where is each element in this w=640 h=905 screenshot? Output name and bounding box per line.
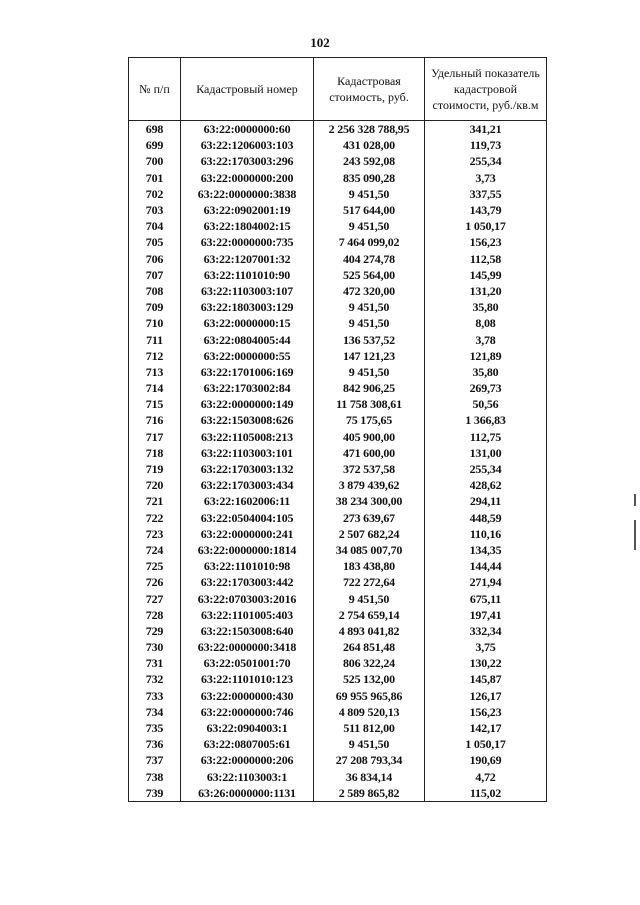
cadastral-value-table — [128, 57, 547, 802]
cell-row-num: 700 — [129, 153, 181, 169]
table-row — [129, 574, 547, 590]
cell-row-num: 736 — [129, 736, 181, 752]
cell-cadastral-value: 183 438,80 — [314, 558, 425, 574]
table-row — [129, 202, 547, 218]
cell-cadastral-number: 63:22:1703003:132 — [181, 461, 314, 477]
cell-row-num: 703 — [129, 202, 181, 218]
table-row — [129, 688, 547, 704]
cell-row-num: 704 — [129, 218, 181, 234]
table-row — [129, 283, 547, 299]
cell-specific-indicator: 255,34 — [425, 461, 547, 477]
cell-cadastral-number: 63:22:0902001:19 — [181, 202, 314, 218]
cell-cadastral-value: 471 600,00 — [314, 445, 425, 461]
cell-row-num: 699 — [129, 137, 181, 153]
cell-specific-indicator: 110,16 — [425, 526, 547, 542]
cell-cadastral-number: 63:22:1101010:123 — [181, 671, 314, 687]
table-row — [129, 267, 547, 283]
table-row — [129, 461, 547, 477]
cell-row-num: 730 — [129, 639, 181, 655]
cell-cadastral-value: 806 322,24 — [314, 655, 425, 671]
table-row — [129, 704, 547, 720]
table-row — [129, 671, 547, 687]
table-row — [129, 218, 547, 234]
cell-row-num: 725 — [129, 558, 181, 574]
cell-cadastral-value: 2 754 659,14 — [314, 607, 425, 623]
cell-row-num: 712 — [129, 348, 181, 364]
cell-cadastral-number: 63:22:0000000:15 — [181, 315, 314, 331]
cell-specific-indicator: 3,78 — [425, 331, 547, 347]
cell-cadastral-value: 525 564,00 — [314, 267, 425, 283]
cell-row-num: 713 — [129, 364, 181, 380]
cell-row-num: 739 — [129, 785, 181, 802]
cell-specific-indicator: 1 050,17 — [425, 736, 547, 752]
cell-cadastral-number: 63:22:0000000:200 — [181, 170, 314, 186]
cell-specific-indicator: 156,23 — [425, 704, 547, 720]
cell-cadastral-value: 34 085 007,70 — [314, 542, 425, 558]
cell-row-num: 731 — [129, 655, 181, 671]
table-row — [129, 299, 547, 315]
table-row — [129, 736, 547, 752]
cell-cadastral-value: 525 132,00 — [314, 671, 425, 687]
table-row — [129, 720, 547, 736]
cell-cadastral-value: 2 507 682,24 — [314, 526, 425, 542]
cell-specific-indicator: 145,87 — [425, 671, 547, 687]
cell-specific-indicator: 3,73 — [425, 170, 547, 186]
cell-cadastral-value: 4 893 041,82 — [314, 623, 425, 639]
cell-cadastral-number: 63:22:0501001:70 — [181, 655, 314, 671]
cell-cadastral-number: 63:22:0703003:2016 — [181, 590, 314, 606]
page-number: 102 — [310, 35, 330, 50]
cell-cadastral-number: 63:22:0807005:61 — [181, 736, 314, 752]
cell-specific-indicator: 126,17 — [425, 688, 547, 704]
cell-cadastral-value: 722 272,64 — [314, 574, 425, 590]
scan-edge-mark — [634, 494, 636, 506]
cell-cadastral-value: 147 121,23 — [314, 348, 425, 364]
cell-specific-indicator: 255,34 — [425, 153, 547, 169]
cell-cadastral-number: 63:22:0000000:3838 — [181, 186, 314, 202]
cell-specific-indicator: 144,44 — [425, 558, 547, 574]
cell-cadastral-number: 63:22:0000000:206 — [181, 752, 314, 768]
cell-specific-indicator: 35,80 — [425, 299, 547, 315]
cell-cadastral-number: 63:26:0000000:1131 — [181, 785, 314, 802]
table-row — [129, 186, 547, 202]
cell-row-num: 708 — [129, 283, 181, 299]
cell-cadastral-number: 63:22:0504004:105 — [181, 510, 314, 526]
cell-cadastral-number: 63:22:1703003:434 — [181, 477, 314, 493]
cell-cadastral-number: 63:22:0000000:746 — [181, 704, 314, 720]
header-cadastral-number: Кадастровый номер — [181, 58, 314, 121]
cell-cadastral-value: 243 592,08 — [314, 153, 425, 169]
table-row — [129, 623, 547, 639]
table-row — [129, 234, 547, 250]
cell-row-num: 727 — [129, 590, 181, 606]
cell-specific-indicator: 269,73 — [425, 380, 547, 396]
cell-specific-indicator: 142,17 — [425, 720, 547, 736]
cell-cadastral-value: 2 256 328 788,95 — [314, 121, 425, 138]
cell-row-num: 732 — [129, 671, 181, 687]
table-body — [129, 121, 547, 802]
cell-cadastral-number: 63:22:1703002:84 — [181, 380, 314, 396]
table-row — [129, 752, 547, 768]
cell-row-num: 738 — [129, 769, 181, 785]
cell-cadastral-value: 372 537,58 — [314, 461, 425, 477]
cell-cadastral-value: 38 234 300,00 — [314, 493, 425, 509]
cell-specific-indicator: 4,72 — [425, 769, 547, 785]
cell-specific-indicator: 3,75 — [425, 639, 547, 655]
cell-row-num: 726 — [129, 574, 181, 590]
table-row — [129, 493, 547, 509]
cell-row-num: 715 — [129, 396, 181, 412]
table-row — [129, 412, 547, 428]
cell-specific-indicator: 271,94 — [425, 574, 547, 590]
cell-specific-indicator: 112,58 — [425, 251, 547, 267]
cell-row-num: 705 — [129, 234, 181, 250]
cell-specific-indicator: 131,20 — [425, 283, 547, 299]
cell-cadastral-value: 835 090,28 — [314, 170, 425, 186]
cell-row-num: 716 — [129, 412, 181, 428]
table-row — [129, 590, 547, 606]
cell-specific-indicator: 131,00 — [425, 445, 547, 461]
cell-cadastral-value: 9 451,50 — [314, 299, 425, 315]
cell-cadastral-number: 63:22:1207001:32 — [181, 251, 314, 267]
cell-row-num: 711 — [129, 331, 181, 347]
cell-cadastral-number: 63:22:1101010:98 — [181, 558, 314, 574]
header-cadastral-value: Кадастровая стоимость, руб. — [314, 58, 425, 121]
table-row — [129, 655, 547, 671]
cell-cadastral-value: 431 028,00 — [314, 137, 425, 153]
table-row — [129, 542, 547, 558]
table-row — [129, 429, 547, 445]
cell-row-num: 723 — [129, 526, 181, 542]
cell-cadastral-number: 63:22:1503008:640 — [181, 623, 314, 639]
cell-specific-indicator: 130,22 — [425, 655, 547, 671]
cell-row-num: 724 — [129, 542, 181, 558]
cell-row-num: 709 — [129, 299, 181, 315]
table-row — [129, 526, 547, 542]
cell-row-num: 720 — [129, 477, 181, 493]
table-row — [129, 558, 547, 574]
cell-cadastral-value: 75 175,65 — [314, 412, 425, 428]
cell-cadastral-value: 517 644,00 — [314, 202, 425, 218]
cell-row-num: 706 — [129, 251, 181, 267]
cell-specific-indicator: 294,11 — [425, 493, 547, 509]
cell-cadastral-number: 63:22:1804002:15 — [181, 218, 314, 234]
cell-cadastral-number: 63:22:1503008:626 — [181, 412, 314, 428]
cell-specific-indicator: 121,89 — [425, 348, 547, 364]
cell-specific-indicator: 190,69 — [425, 752, 547, 768]
cell-cadastral-number: 63:22:1101005:403 — [181, 607, 314, 623]
cell-cadastral-value: 9 451,50 — [314, 736, 425, 752]
cell-specific-indicator: 115,02 — [425, 785, 547, 802]
cell-cadastral-value: 3 879 439,62 — [314, 477, 425, 493]
cell-specific-indicator: 341,21 — [425, 121, 547, 138]
cell-cadastral-number: 63:22:1103003:1 — [181, 769, 314, 785]
table-row — [129, 348, 547, 364]
cell-row-num: 707 — [129, 267, 181, 283]
cell-cadastral-value: 9 451,50 — [314, 364, 425, 380]
cell-cadastral-value: 472 320,00 — [314, 283, 425, 299]
header-specific-indicator: Удельный показатель кадастровой стоимости, руб./кв.м — [425, 58, 547, 121]
cell-cadastral-number: 63:22:0000000:55 — [181, 348, 314, 364]
cell-row-num: 702 — [129, 186, 181, 202]
table-row — [129, 477, 547, 493]
cell-cadastral-number: 63:22:1101010:90 — [181, 267, 314, 283]
table-row — [129, 396, 547, 412]
table-row — [129, 170, 547, 186]
cell-row-num: 714 — [129, 380, 181, 396]
cell-row-num: 737 — [129, 752, 181, 768]
table-row — [129, 153, 547, 169]
cell-row-num: 729 — [129, 623, 181, 639]
cell-specific-indicator: 428,62 — [425, 477, 547, 493]
cell-cadastral-number: 63:22:0000000:430 — [181, 688, 314, 704]
cell-cadastral-number: 63:22:1703003:296 — [181, 153, 314, 169]
cell-cadastral-number: 63:22:1703003:442 — [181, 574, 314, 590]
cell-specific-indicator: 337,55 — [425, 186, 547, 202]
cell-cadastral-value: 405 900,00 — [314, 429, 425, 445]
cell-cadastral-value: 36 834,14 — [314, 769, 425, 785]
cell-cadastral-number: 63:22:1803003:129 — [181, 299, 314, 315]
cell-row-num: 717 — [129, 429, 181, 445]
cell-cadastral-number: 63:22:0804005:44 — [181, 331, 314, 347]
cell-cadastral-number: 63:22:1206003:103 — [181, 137, 314, 153]
table-row — [129, 769, 547, 785]
table-row — [129, 121, 547, 138]
cell-cadastral-value: 9 451,50 — [314, 315, 425, 331]
cell-cadastral-number: 63:22:0000000:149 — [181, 396, 314, 412]
table-row — [129, 331, 547, 347]
cell-cadastral-value: 27 208 793,34 — [314, 752, 425, 768]
cell-cadastral-number: 63:22:1701006:169 — [181, 364, 314, 380]
cell-row-num: 718 — [129, 445, 181, 461]
cell-row-num: 733 — [129, 688, 181, 704]
cell-cadastral-value: 9 451,50 — [314, 186, 425, 202]
table-row — [129, 137, 547, 153]
cell-specific-indicator: 675,11 — [425, 590, 547, 606]
table-row — [129, 785, 547, 802]
cell-specific-indicator: 332,34 — [425, 623, 547, 639]
cell-cadastral-number: 63:22:1602006:11 — [181, 493, 314, 509]
cell-cadastral-value: 7 464 099,02 — [314, 234, 425, 250]
cell-cadastral-value: 842 906,25 — [314, 380, 425, 396]
cell-row-num: 734 — [129, 704, 181, 720]
cell-cadastral-number: 63:22:0000000:1814 — [181, 542, 314, 558]
cell-row-num: 698 — [129, 121, 181, 138]
cell-cadastral-number: 63:22:0000000:3418 — [181, 639, 314, 655]
table-row — [129, 364, 547, 380]
table-row — [129, 315, 547, 331]
table-row — [129, 445, 547, 461]
cell-specific-indicator: 112,75 — [425, 429, 547, 445]
cell-cadastral-value: 4 809 520,13 — [314, 704, 425, 720]
cell-cadastral-value: 404 274,78 — [314, 251, 425, 267]
cell-row-num: 701 — [129, 170, 181, 186]
cell-specific-indicator: 1 050,17 — [425, 218, 547, 234]
cell-specific-indicator: 134,35 — [425, 542, 547, 558]
cell-cadastral-value: 2 589 865,82 — [314, 785, 425, 802]
table-row — [129, 380, 547, 396]
table-row — [129, 639, 547, 655]
cell-cadastral-value: 9 451,50 — [314, 218, 425, 234]
cell-specific-indicator: 197,41 — [425, 607, 547, 623]
cell-cadastral-number: 63:22:0000000:735 — [181, 234, 314, 250]
cell-cadastral-number: 63:22:0000000:60 — [181, 121, 314, 138]
cell-specific-indicator: 143,79 — [425, 202, 547, 218]
cell-specific-indicator: 448,59 — [425, 510, 547, 526]
cell-cadastral-value: 11 758 308,61 — [314, 396, 425, 412]
cell-cadastral-value: 264 851,48 — [314, 639, 425, 655]
cell-cadastral-value: 511 812,00 — [314, 720, 425, 736]
cell-specific-indicator: 119,73 — [425, 137, 547, 153]
header-num: № п/п — [129, 58, 181, 121]
cell-cadastral-value: 136 537,52 — [314, 331, 425, 347]
cell-cadastral-value: 9 451,50 — [314, 590, 425, 606]
table-row — [129, 607, 547, 623]
cell-cadastral-value: 69 955 965,86 — [314, 688, 425, 704]
cell-specific-indicator: 156,23 — [425, 234, 547, 250]
cell-row-num: 722 — [129, 510, 181, 526]
cell-cadastral-number: 63:22:0904003:1 — [181, 720, 314, 736]
table-row — [129, 510, 547, 526]
cell-cadastral-value: 273 639,67 — [314, 510, 425, 526]
cell-row-num: 710 — [129, 315, 181, 331]
cell-specific-indicator: 145,99 — [425, 267, 547, 283]
cell-row-num: 719 — [129, 461, 181, 477]
cell-cadastral-number: 63:22:0000000:241 — [181, 526, 314, 542]
cell-row-num: 721 — [129, 493, 181, 509]
scan-edge-mark — [634, 520, 636, 550]
table-row — [129, 251, 547, 267]
cell-row-num: 728 — [129, 607, 181, 623]
table-header-row — [129, 58, 547, 121]
cell-specific-indicator: 50,56 — [425, 396, 547, 412]
cell-row-num: 735 — [129, 720, 181, 736]
cell-specific-indicator: 35,80 — [425, 364, 547, 380]
cell-specific-indicator: 8,08 — [425, 315, 547, 331]
cell-specific-indicator: 1 366,83 — [425, 412, 547, 428]
cell-cadastral-number: 63:22:1103003:101 — [181, 445, 314, 461]
cell-cadastral-number: 63:22:1103003:107 — [181, 283, 314, 299]
cell-cadastral-number: 63:22:1105008:213 — [181, 429, 314, 445]
